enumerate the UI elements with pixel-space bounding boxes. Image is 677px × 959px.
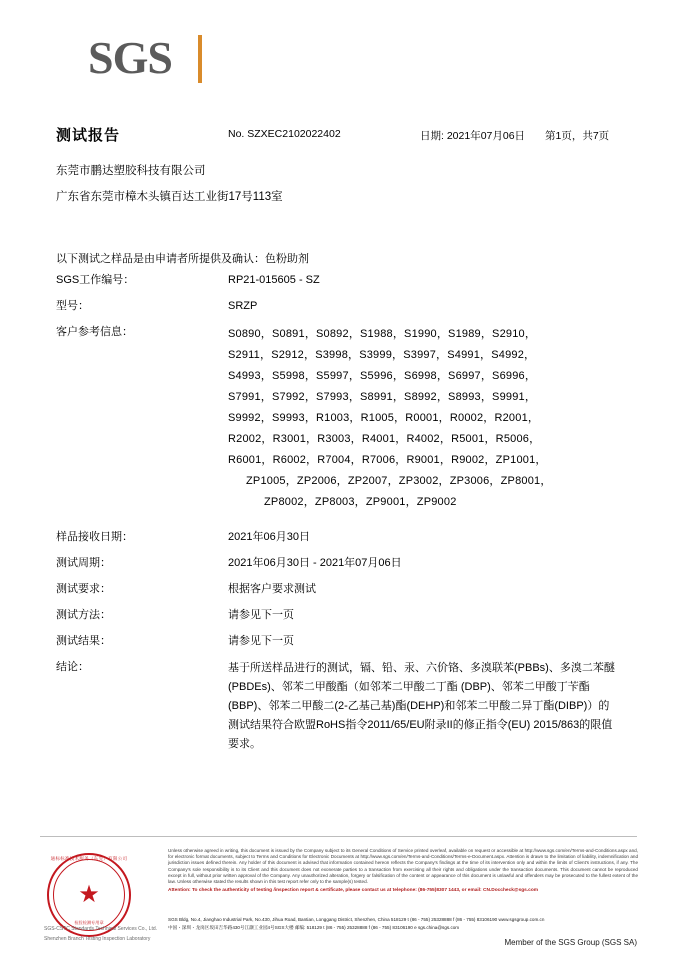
list-item: R6001，R6002，R7004，R7006，R9001，R9002，ZP1001， — [228, 454, 547, 466]
list-item: S4993，S5998，S5997，S5996，S6998，S6997，S6996， — [228, 370, 537, 382]
star-icon: ★ — [78, 881, 100, 908]
sgs-logo — [88, 33, 198, 85]
list-item: R2002，R3001，R3003，R4001，R4002，R5001，R5006， — [228, 433, 541, 445]
company-address: 广东省东莞市樟木头镇百达工业街17号113室 — [56, 191, 283, 203]
field-label: 测试周期： — [56, 557, 111, 569]
list-item: ZP1005，ZP2006，ZP2007，ZP3002，ZP3006，ZP8001， — [246, 475, 552, 487]
footer-attention: Attention: To check the authenticity of testing /inspection report & certificate, please contact us at telephone: (86-755)8307 1443, or email: CN.Doccheck@sgs.com — [168, 888, 539, 894]
field-row — [56, 607, 621, 623]
conclusion-row — [56, 659, 621, 754]
field-value: RP21-015605 - SZ — [228, 274, 320, 286]
field-value: 请参见下一页 — [228, 635, 294, 647]
list-item: S2911，S2912，S3998，S3999，S3997，S4991，S4992， — [228, 349, 536, 361]
field-row — [56, 633, 621, 649]
field-label: 客户参考信息： — [56, 326, 133, 338]
sgs-logo-text: SGS — [88, 32, 172, 83]
stamp-top-text: 通标标准技术服务（东莞）有限公司 — [50, 856, 128, 861]
field-label: 结论： — [56, 661, 89, 673]
field-label: 测试方法： — [56, 609, 111, 621]
field-value: 2021年06月30日 — [228, 531, 310, 543]
field-label: 测试要求： — [56, 583, 111, 595]
field-value: SRZP — [228, 300, 258, 312]
field-row — [56, 581, 621, 597]
company-name: 东莞市鹏达塑胶科技有限公司 — [56, 165, 206, 177]
field-label: SGS工作编号： — [56, 274, 135, 286]
stamp-bottom-text: 检验检测专用章 — [74, 920, 104, 925]
field-row — [56, 272, 621, 288]
list-item: ZP8002，ZP8003，ZP9001，ZP9002 — [264, 496, 457, 508]
conclusion-text: 基于所送样品进行的测试，镉、铅、汞、六价铬、多溴联苯(PBBs)、多溴二苯醚(PBDEs)、邻苯二甲酸酯（如邻苯二甲酸二丁酯 (DBP)、邻苯二甲酸丁苄酯(BBP)、邻苯二甲酸二(2-乙基己基)酯(DEHP)和邻苯二甲酸二异丁酯(DIBP)）的测试结果符合欧盟RoHS指令2011/65/EU附录II的修正指令(EU) 2015/863的限值要求。 — [228, 662, 615, 750]
footer-address — [168, 916, 638, 931]
field-value: 请参见下一页 — [228, 609, 294, 621]
list-item: S0890，S0891，S0892，S1988，S1990，S1989，S2910， — [228, 328, 537, 340]
stamp-label-line1: SGS-CSTC Standards Technical Services Co., Ltd. — [44, 926, 158, 932]
company-stamp — [44, 850, 162, 942]
page-counter: 第1页，共7页 — [545, 130, 610, 142]
stamp-label-line2: Shenzhen Branch Testing Inspection Laboratory — [44, 936, 151, 942]
field-value: 2021年06月30日 - 2021年07月06日 — [228, 557, 402, 569]
list-item: S7991，S7992，S7993，S8991，S8992，S8993，S9991， — [228, 391, 537, 403]
report-number: No. SZXEC2102022402 — [228, 128, 341, 140]
customer-reference-list — [228, 324, 552, 513]
disclaimer-body: Unless otherwise agreed in writing, this document is issued by the Company subject to its General Conditions of Service printed overleaf, available on request or accessible at http://www.sgs.com/en/Terms-and-Conditions.aspx and, for electronic format documents, subject to Terms and Conditions for Electronic Documents at http://www.sgs.com/en/Terms-and-Conditions/Terms-e-Document.aspx. Attention is drawn to the limitation of liability, indemnification and jurisdiction issues defined therein. Any holder of this document is advised that information contained hereon reflects the Company's findings at the time of its intervention only and within the limits of Client's instructions, if any. The Company's sole responsibility is to its Client and this document does not exonerate parties to a transaction from exercising all their rights and obligations under the transaction documents. This document cannot be reproduced except in full, without prior written approval of the Company. Any unauthorized alteration, forgery or falsification of the content or appearance of this document is unlawful and offenders may be prosecuted to the fullest extent of the law. Unless otherwise stated the results shown in this test report refer only to the sample(s) tested. — [168, 848, 638, 885]
field-value: 根据客户要求测试 — [228, 583, 316, 595]
report-date: 日期: 2021年07月06日 — [420, 130, 526, 142]
field-label: 样品接收日期： — [56, 531, 133, 543]
field-label: 测试结果： — [56, 635, 111, 647]
footer-divider — [40, 836, 637, 837]
field-table — [56, 272, 621, 764]
sgs-logo-bar — [198, 35, 202, 83]
footer-address-line: 中国・深圳・龙岗区坂田吉华路430号江灏工业园4号SGS大楼 邮编: 518129 t (86 - 755) 25328888 f (86 - 755) 83106190 e sgs.china@sgs.com — [168, 924, 460, 930]
page-title: 测试报告 — [56, 127, 121, 144]
field-row — [56, 529, 621, 545]
field-row — [56, 555, 621, 571]
footer-disclaimer — [168, 848, 638, 894]
sgs-group-line: Member of the SGS Group (SGS SA) — [504, 938, 637, 947]
field-label: 型号： — [56, 300, 89, 312]
footer-address-line: SGS Bldg, No.4, Jianghao Industrial Park, No.430, Jihua Road, Bantian, Longgang District, Shenzhen, China 518129 t (86 - 755) 25328888 f (86 - 755) 83106190 www.sgsgroup.com.cn — [168, 917, 545, 922]
list-item: S9992，S9993，R1003，R1005，R0001，R0002，R2001， — [228, 412, 540, 424]
customer-reference-row — [56, 324, 621, 513]
field-row — [56, 298, 621, 314]
sample-intro: 以下测试之样品是由申请者所提供及确认：色粉助剂 — [56, 253, 309, 265]
